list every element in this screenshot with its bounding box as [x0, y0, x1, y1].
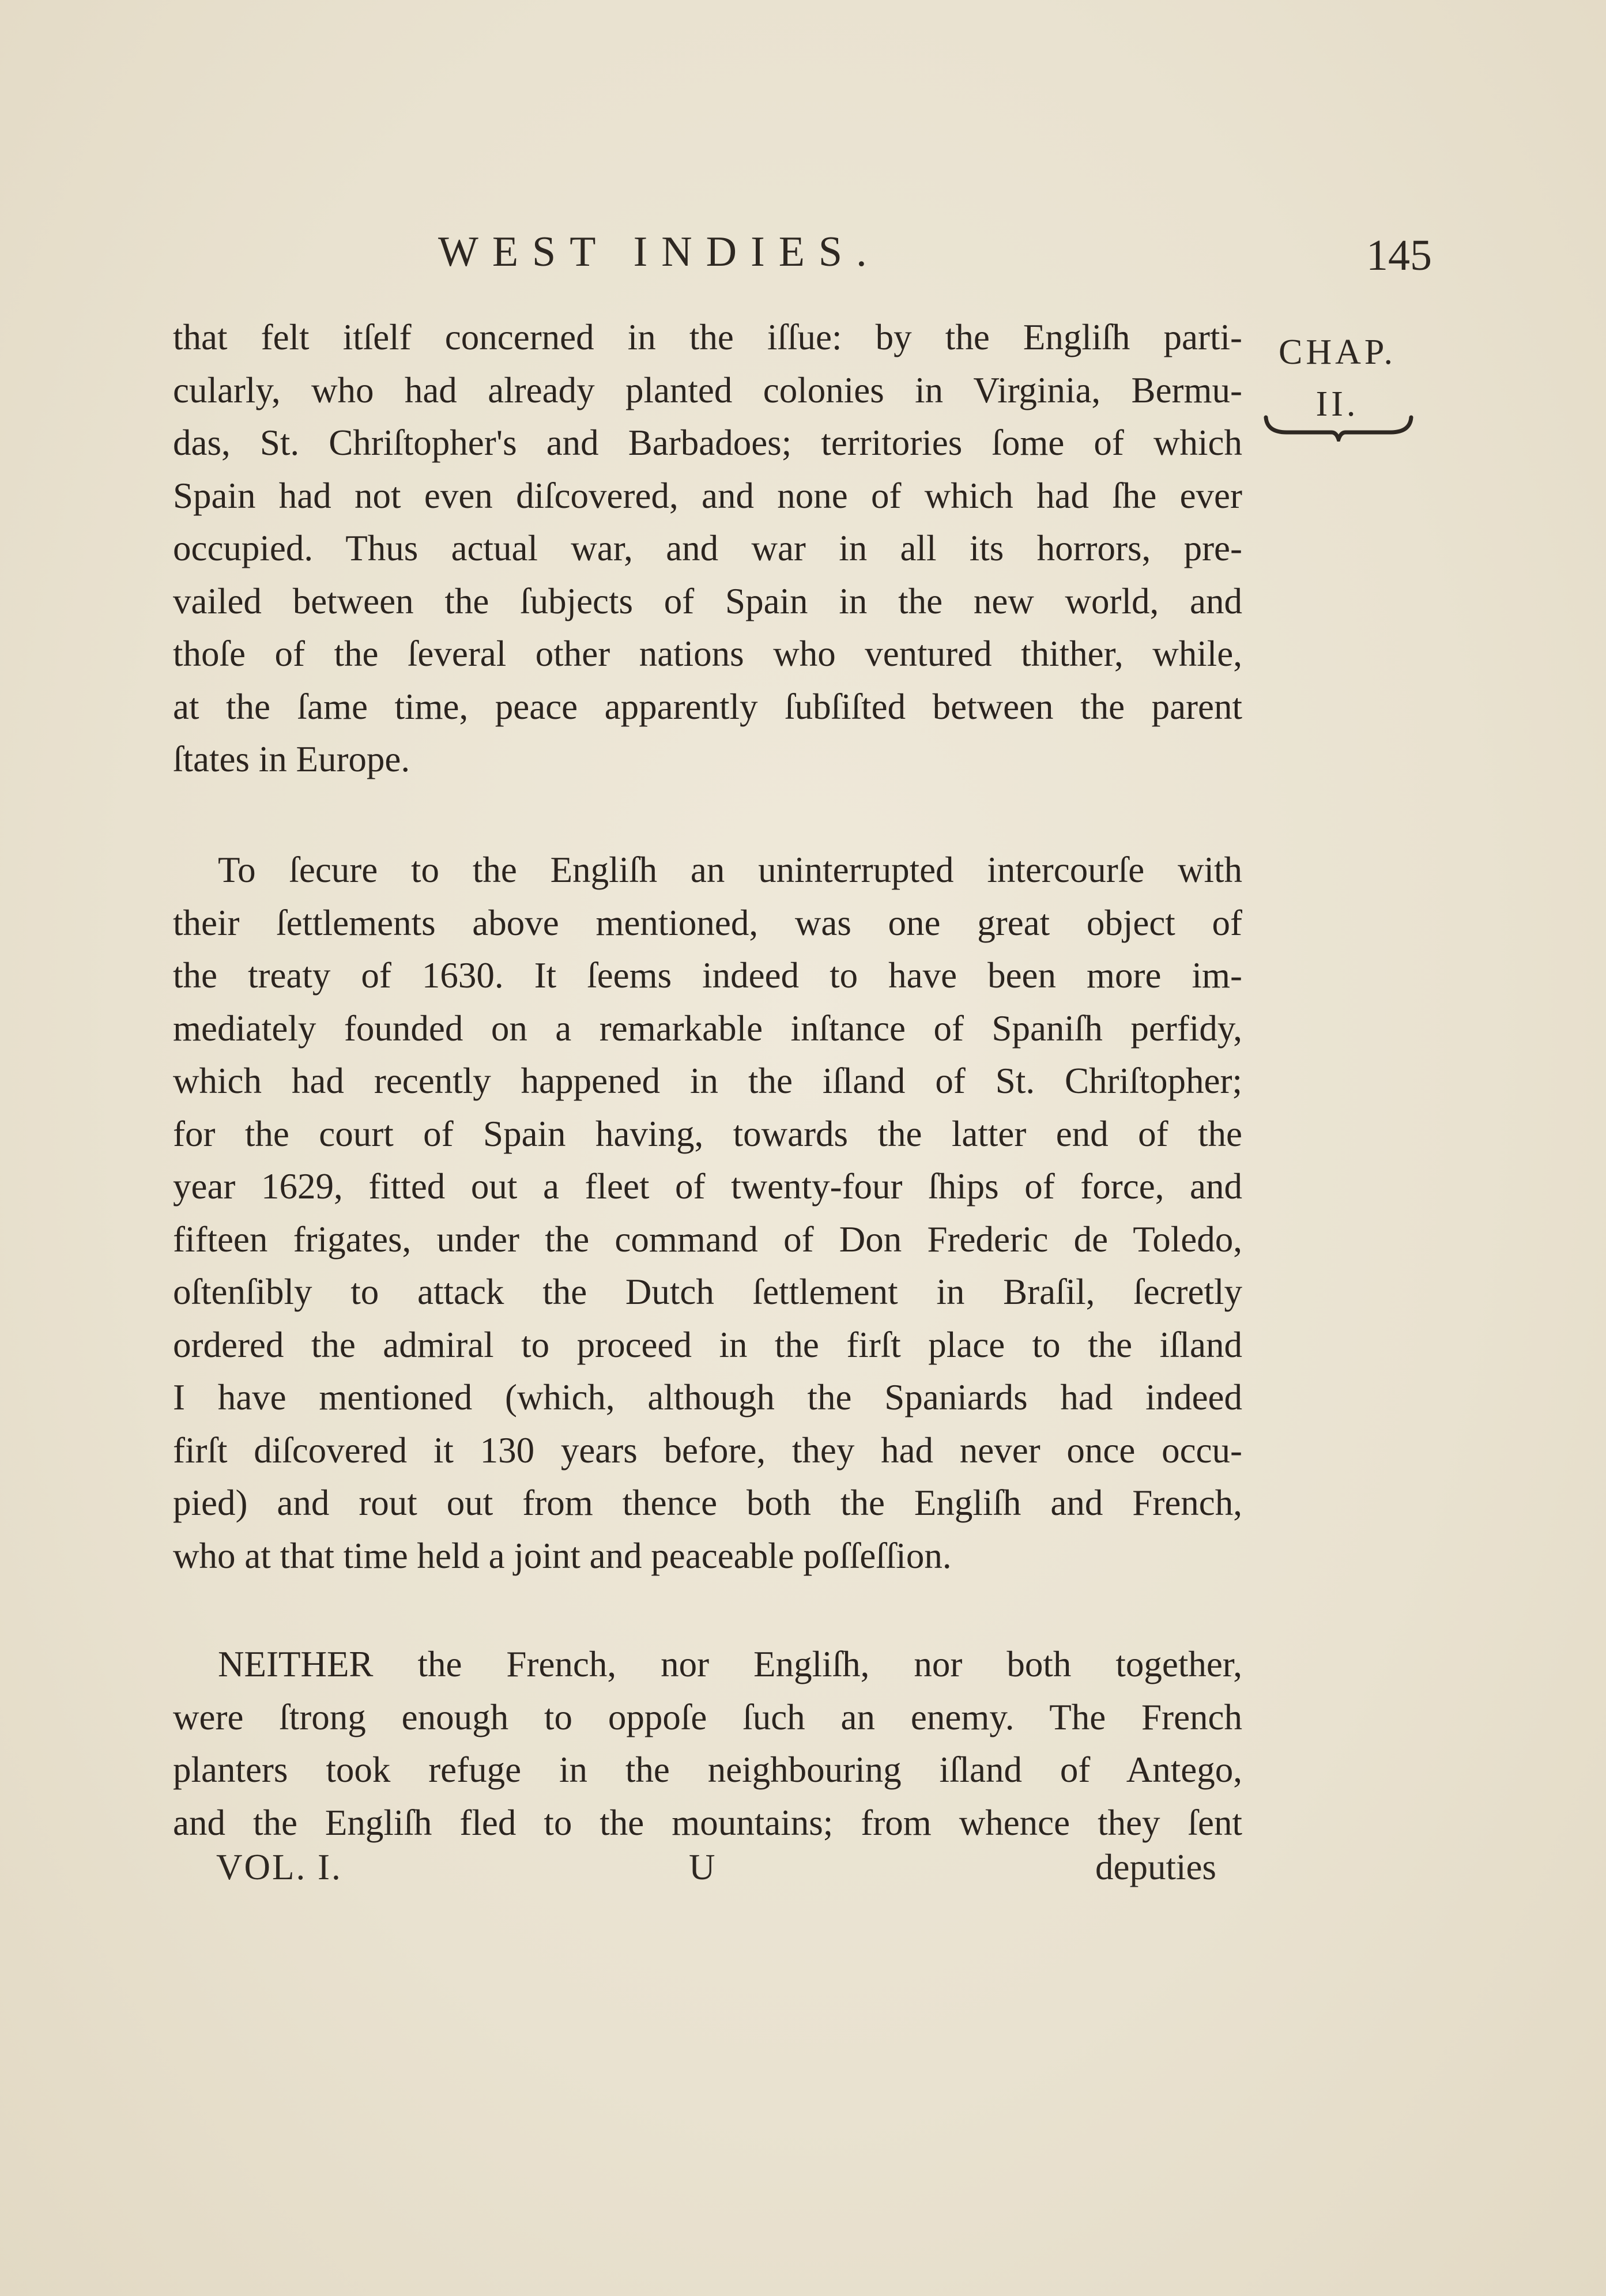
curly-brace-ornament [1264, 415, 1413, 442]
text-line: that felt itſelf concerned in the iſſue: by the Engliſh parti- [173, 317, 1242, 357]
text-line: were ſtrong enough to oppoſe ſuch an enemy. The French [173, 1696, 1242, 1737]
text-line: mediately founded on a remarkable inſtance of Spaniſh perfidy, [173, 1008, 1242, 1049]
text-line: their ſettlements above mentioned, was one great object of [173, 902, 1242, 943]
text-line: cularly, who had already planted colonies in Virginia, Bermu- [173, 370, 1242, 410]
text-line: year 1629, fitted out a fleet of twenty-four ſhips of force, and [173, 1166, 1242, 1207]
paragraph-2 [173, 844, 1242, 1582]
text-line: I have mentioned (which, although the Spaniards had indeed [173, 1377, 1242, 1417]
text-line: To ſecure to the Engliſh an uninterrupted intercourſe with [218, 850, 1242, 890]
text-line: ordered the admiral to proceed in the firſt place to the iſland [173, 1324, 1242, 1365]
text-line: vailed between the ſubjects of Spain in the new world, and [173, 580, 1242, 621]
signature-mark: U [689, 1847, 715, 1887]
text-line: at the ſame time, peace apparently ſubſiſted between the parent [173, 686, 1242, 727]
catchword: deputies [1095, 1847, 1216, 1887]
margin-note-number: II. [1315, 384, 1359, 424]
text-line: fifteen frigates, under the command of Don Frederic de Toledo, [173, 1219, 1242, 1260]
text-line: oſtenſibly to attack the Dutch ſettlement in Braſil, ſecretly [173, 1272, 1242, 1312]
paragraph-3 [173, 1638, 1242, 1849]
text-line: which had recently happened in the iſland of St. Chriſtopher; [173, 1061, 1242, 1101]
text-line: Spain had not even diſcovered, and none of which had ſhe ever [173, 475, 1242, 516]
text-line: NEITHER the French, nor Engliſh, nor both together, [218, 1644, 1242, 1684]
text-line: planters took refuge in the neighbouring iſland of Antego, [173, 1750, 1242, 1790]
text-line: occupied. Thus actual war, and war in all its horrors, pre- [173, 528, 1242, 568]
text-line: the treaty of 1630. It ſeems indeed to have been more im- [173, 955, 1242, 996]
text-line: pied) and rout out from thence both the Engliſh and French, [173, 1483, 1242, 1523]
text-line: and the Engliſh fled to the mountains; from whence they ſent [173, 1802, 1242, 1843]
text-line: firſt diſcovered it 130 years before, they had never once occu- [173, 1430, 1242, 1471]
text-line: who at that time held a joint and peaceable poſſeſſion. [173, 1535, 952, 1576]
text-line: thoſe of the ſeveral other nations who ventured thither, while, [173, 634, 1242, 674]
text-line: das, St. Chriſtopher's and Barbadoes; territories ſome of which [173, 423, 1242, 463]
text-line: for the court of Spain having, towards the latter end of the [173, 1113, 1242, 1154]
page-number: 145 [1366, 231, 1432, 280]
paragraph-1 [173, 311, 1242, 786]
text-line: ſtates in Europe. [173, 739, 410, 779]
volume-signature: VOL. I. [216, 1847, 342, 1887]
running-title: WEST INDIES. [438, 228, 881, 276]
margin-note-chap: CHAP. [1278, 333, 1396, 372]
chapter-margin-note [1257, 326, 1418, 430]
